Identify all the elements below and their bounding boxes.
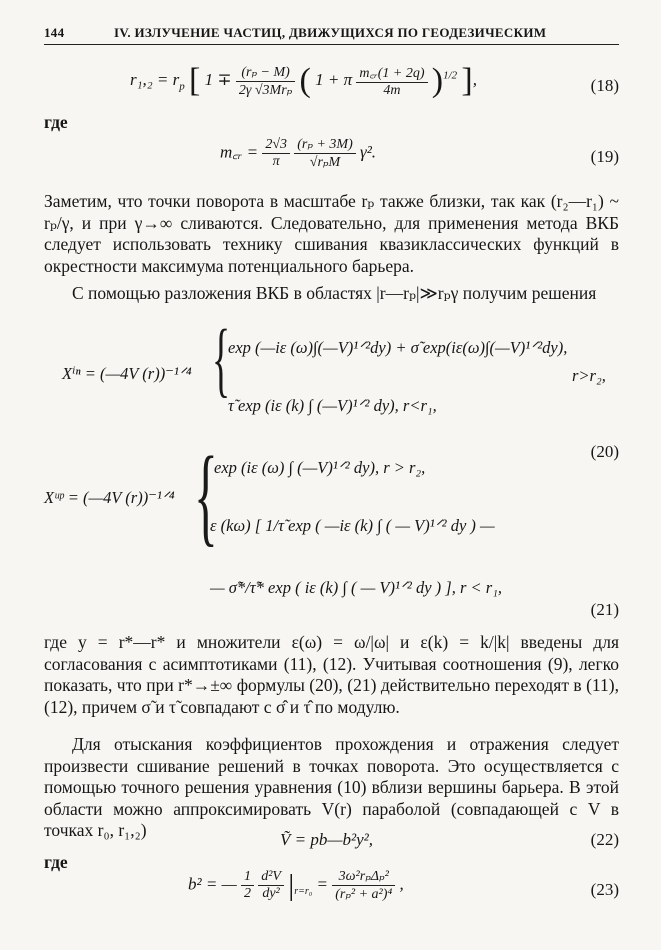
eq23-frac1-den: 2 (243, 886, 251, 901)
running-header (44, 22, 619, 45)
xup-line-1: exp (iε (ω) ∫ (—V)¹ᐟ² dy), r > r₂, (214, 458, 426, 477)
eq19-frac1-num: 2√3 (262, 137, 290, 154)
eq18-frac1-den: 2γ √3Mrₚ (238, 82, 293, 98)
eq23-equals: = (316, 874, 328, 894)
eq18-frac2 (356, 63, 427, 99)
paragraph-2: С помощью разложения ВКБ в областях |r—rₚ|≫rₚγ получим решения (72, 283, 597, 303)
where-label-1: где (44, 112, 68, 132)
eq23-frac3-den: (rₚ² + a²)⁴ (335, 887, 393, 902)
eq18-lhs-sub: p (179, 80, 185, 93)
eq18-open-paren: ( (299, 62, 311, 99)
xin-line-1: exp (—iε (ω)∫(—V)¹ᐟ²dy) + σ̃ exp(iε(ω)∫(—V)¹ᐟ²dy), (228, 338, 568, 357)
equation-23 (188, 868, 404, 903)
xin-lhs: Xⁱⁿ = (—4V (r))⁻¹ᐟ⁴ (62, 364, 192, 383)
book-page (44, 0, 619, 950)
eq18-open-bracket: [ (189, 62, 201, 99)
where-label-2: где (44, 852, 68, 872)
eq18-frac1 (236, 64, 295, 99)
eq23-frac3-num: 3ω²rₚΔₚ² (332, 868, 395, 886)
eq23-eval: r=r₀ (294, 885, 313, 897)
equation-18: $r_1,_2 = r_p$ [ 1 ∓ $\frac{\text{(rₚ − M)}}{\text{2γ √3Mrₚ}}$ ( 1 + π $\frac{\text{m꜀ᵣ(1 + 2q)}}{4m}$ )$^{1/2}$ ], (130, 62, 477, 99)
eq18-part2: 1 + π (315, 69, 353, 89)
xup-line-2: ε (kω) [ 1/τ̃ exp ( —iε (k) ∫ ( — V)¹ᐟ² dy ) — (210, 516, 495, 535)
xup-line-3: — σ̃*/τ̃* exp ( iε (k) ∫ ( — V)¹ᐟ² dy ) ], r < r₁, (210, 578, 503, 597)
eq23-lhs: b² = — (188, 874, 237, 894)
eq19-frac2 (294, 136, 355, 171)
eq19-frac2-den: √rₚM (309, 155, 341, 170)
xin-line-3: τ̃ exp (iε (k) ∫ (—V)¹ᐟ² dy), r<r₁, (228, 396, 437, 415)
eq22-number: (22) (590, 830, 619, 849)
eq18-part1: 1 ∓ (204, 69, 232, 89)
eq23-eval-bar: | (288, 868, 295, 902)
paragraph-1: Заметим, что точки поворота в масштабе rₚ также близки, так как (r₂—r₁) ~ rₚ/γ, и при γ→∞ сливаются. Следовательно, для применения метода ВКБ следует использовать технику сшивания квазиклассических функций в окрестности максимума потенциального барьера. (44, 191, 619, 276)
eq18-close-bracket: ] (461, 62, 473, 99)
xup-lhs: Xᵘᵖ = (—4V (r))⁻¹ᐟ⁴ (44, 488, 175, 507)
eq23-frac1-num: 1 (241, 869, 254, 886)
page-number: 144 (44, 25, 65, 40)
equation-22: Ṽ = pb—b²y², (280, 830, 373, 849)
eq19-lhs: m꜀ᵣ = (220, 142, 259, 162)
equation-19 (220, 136, 376, 171)
eq19-number: (19) (590, 147, 619, 166)
eq18-frac1-num: (rₚ − M) (236, 64, 295, 82)
eq23-number: (23) (590, 880, 619, 899)
eq23-frac2-num: d²V (258, 869, 284, 886)
paragraph-3: где y = r*—r* и множители ε(ω) = ω/|ω| и ε(k) = k/|k| введены для согласования с асимптотиками (11), (12). Учитывая соотношения (9), легко показать, что при r*→±∞ формулы (20), (21) действительно переходят в (11), (12), причем σ̃ и τ̃ совпадают с σ̂ и τ̂ по модулю. (44, 632, 619, 717)
eq23-frac1 (241, 869, 254, 902)
eq23-frac2-den: dy² (262, 886, 280, 901)
running-title: IV. ИЗЛУЧЕНИЕ ЧАСТИЦ, ДВИЖУЩИХСЯ ПО ГЕОДЕЗИЧЕСКИМ (114, 25, 547, 40)
eq20-number: (20) (590, 442, 619, 461)
eq19-frac1-den: π (272, 154, 280, 169)
xin-line-2: r>r₂, (572, 366, 606, 385)
paragraph-4: Для отыскания коэффициентов прохождения и отражения следует произвести сшивание решений в точках поворота. Это осуществляется с помощью точного решения уравнения (10) вблизи вершины барьера. В этой области можно аппроксимировать V(r) параболой (совпадающей с V в точках r₀, r₁,₂) (44, 734, 619, 840)
eq18-frac2-den: 4m (383, 83, 401, 98)
eq18-frac2-num: m꜀ᵣ(1 + 2q) (356, 63, 427, 83)
eq21-number: (21) (590, 600, 619, 619)
xin-brace: { (212, 313, 231, 406)
eq19-tail: γ². (360, 142, 377, 162)
eq23-frac3 (332, 868, 395, 903)
eq19-frac1 (262, 137, 290, 170)
eq19-frac2-num: (rₚ + 3M) (294, 136, 355, 154)
eq18-lhs: r₁,₂ = r (130, 69, 180, 89)
eq23-frac2 (258, 869, 284, 902)
eq18-power: 1/2 (443, 69, 458, 82)
eq18-number: (18) (590, 76, 619, 95)
eq23-tail: , (399, 874, 404, 894)
eq18-close-paren: ) (431, 62, 444, 99)
xup-brace: { (194, 434, 218, 556)
